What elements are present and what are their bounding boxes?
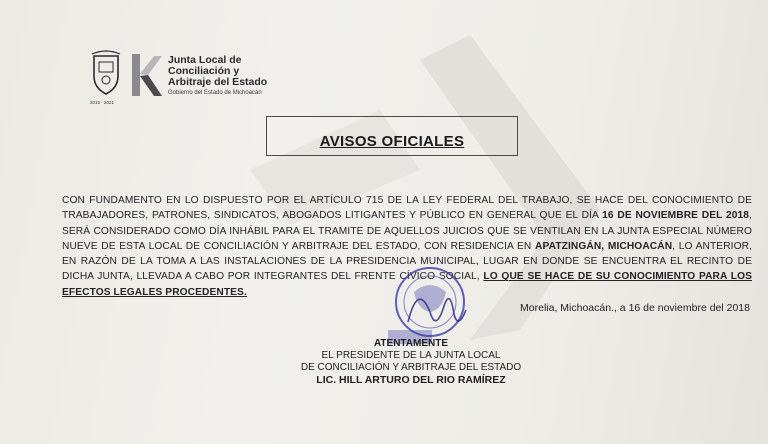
body-text-3: , LO ANTERIOR, EN RAZÓN DE LA TOMA A LAS INSTALACIONES DE LA PRESIDENCIA MUNICIPAL, LUGAR EN DONDE SE ENCUENTRA EL RECINTO DE DICHA JUNTA, LLEVADA A CABO POR INTEGRANTES DEL FRENTE CÍVICO SOCIAL, [62,240,752,283]
body-text-2: , SERÁ CONSIDERADO COMO DÍA INHÁBIL PARA EL TRAMITE DE AQUELLOS JUICIOS QUE SE VENTILAN EN LA JUNTA ESPECIAL NÚMERO NUEVE DE ESTA LOCAL DE CONCILIACIÓN Y ARBITRAJE DEL ESTADO, CON RESIDENCIA EN [62,210,752,252]
org-name-line2: Conciliación y [168,65,240,77]
org-subtitle: Gobierno del Estado de Michoacán [168,90,262,96]
signature-block [296,338,526,387]
state-chevron-logo-icon [132,54,162,96]
body-closing: LO QUE SE HACE DE SU CONOCIMIENTO PARA LOS EFECTOS LEGALES PROCEDENTES. [62,271,753,298]
org-name-line3: Arbitraje del Estado [168,76,268,88]
shield-years: 2015 - 2021 [90,100,115,105]
signature-closing: ATENTAMENTE [373,338,449,349]
org-name-block [168,55,267,96]
dateline: Morelia, Michoacán., a 16 de noviembre del 2018 [520,302,750,314]
body-text-1: CON FUNDAMENTO EN LO DISPUESTO POR EL ARTÍCULO 715 DE LA LEY FEDERAL DEL TRABAJO, SE HACE DEL CONOCIMIENTO DE TRABAJADORES, PATRONES, SINDICATOS, ABOGADOS LITIGANTES Y PÚBLICO EN GENERAL QUE EL DÍA [62,195,752,222]
org-name-line1: Junta Local de [168,54,242,66]
title-box [266,116,518,156]
michoacan-shield-icon [92,51,120,94]
signature-title-line2: DE CONCILIACIÓN Y ARBITRAJE DEL ESTADO [300,362,522,373]
body-date: 16 DE NOVIEMBRE DEL 2018 [602,210,750,222]
page-title: AVISOS OFICIALES [319,132,465,150]
body-place: APATZINGÁN, MICHOACÁN [535,240,673,252]
signature-title-line1: EL PRESIDENTE DE LA JUNTA LOCAL [321,350,501,361]
signatory-name: LIC. HILL ARTURO DEL RIO RAMÍREZ [316,374,506,386]
